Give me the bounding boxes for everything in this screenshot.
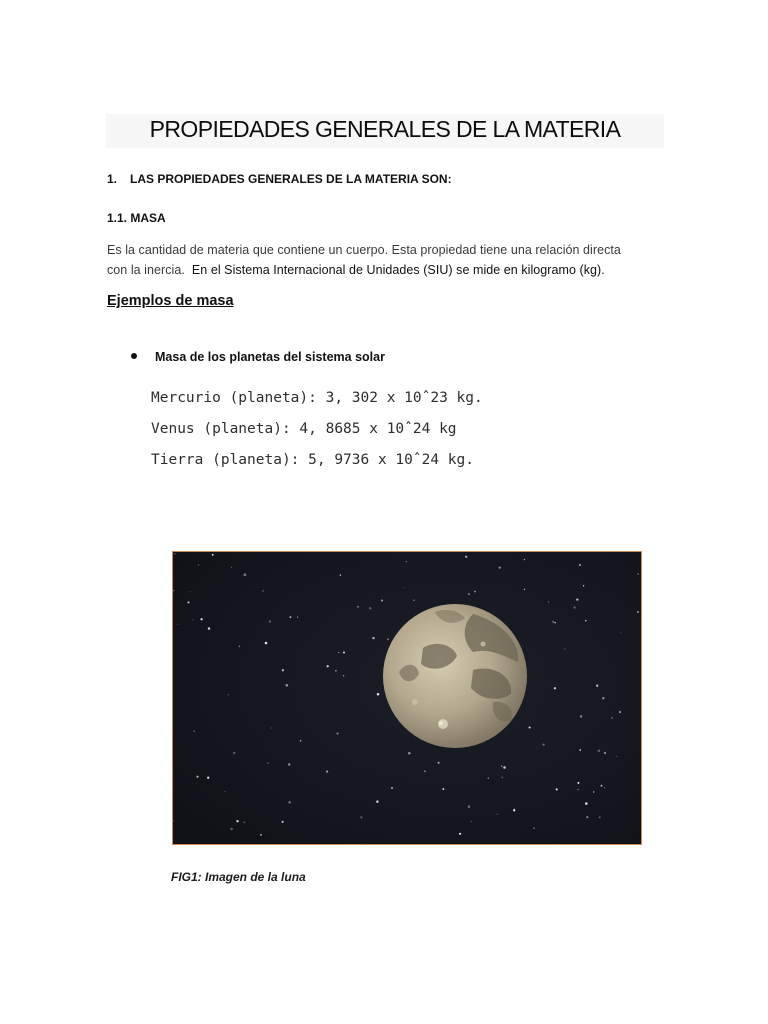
star [465, 556, 467, 558]
star [619, 711, 621, 713]
star [297, 617, 298, 618]
star [265, 642, 268, 645]
star [513, 809, 515, 811]
star [212, 554, 214, 556]
star [601, 785, 603, 787]
star [174, 553, 176, 555]
star [369, 607, 371, 609]
star [262, 590, 263, 591]
star [468, 593, 470, 595]
star [194, 731, 195, 732]
planet-mass-list [151, 383, 483, 476]
star [343, 652, 345, 654]
star [501, 765, 503, 767]
star [552, 621, 554, 623]
star [381, 600, 383, 602]
star [340, 574, 341, 575]
star [577, 789, 578, 790]
star [579, 564, 581, 566]
star [579, 749, 581, 751]
star [598, 750, 601, 753]
star [335, 670, 337, 672]
star [542, 743, 544, 745]
star [620, 632, 621, 633]
star [260, 834, 262, 836]
star [177, 624, 178, 625]
paragraph-line-2-start: con la inercia. [107, 263, 185, 277]
star [338, 652, 339, 653]
star [196, 776, 198, 778]
star [207, 777, 209, 779]
star [300, 740, 302, 742]
star [372, 637, 374, 639]
star [604, 787, 605, 788]
paragraph-line-1: Es la cantidad de materia que contiene un cuerpo. Esta propiedad tiene una relación directa [107, 243, 621, 257]
section-heading [107, 172, 452, 186]
star [596, 685, 598, 687]
star [225, 791, 226, 792]
star [637, 573, 639, 575]
subsection-heading: 1.1. MASA [107, 211, 166, 225]
star [236, 820, 238, 822]
star [387, 639, 388, 640]
star [604, 752, 606, 754]
paragraph-line-2 [107, 260, 667, 280]
star [326, 771, 328, 773]
star [438, 762, 440, 764]
star [524, 559, 525, 560]
star [230, 828, 233, 831]
star [442, 788, 444, 790]
star [269, 620, 271, 622]
star [267, 762, 268, 763]
star [533, 827, 535, 829]
star [556, 788, 558, 790]
star [524, 589, 525, 590]
mass-line-tierra: Tierra (planeta): 5, 9736 x 10ˆ24 kg. [151, 452, 475, 468]
star [231, 567, 232, 568]
star [243, 821, 245, 823]
star [233, 752, 235, 754]
star [192, 619, 193, 620]
star [611, 717, 612, 718]
star [554, 687, 556, 689]
star [497, 814, 498, 815]
star [514, 808, 515, 809]
star [637, 611, 639, 613]
star [459, 833, 461, 835]
section-number: 1. [107, 172, 118, 186]
star [408, 752, 411, 755]
star [586, 816, 588, 818]
star [271, 727, 272, 728]
star [474, 591, 476, 593]
star [376, 800, 379, 803]
star [616, 756, 617, 757]
star [343, 675, 344, 676]
star [574, 607, 576, 609]
star [406, 561, 407, 562]
star [602, 697, 604, 699]
star [593, 791, 594, 792]
mass-definition-paragraph [107, 240, 667, 280]
star [360, 816, 362, 818]
star [583, 585, 584, 586]
star [377, 693, 380, 696]
star [580, 715, 582, 717]
star [288, 763, 290, 765]
star [327, 665, 329, 667]
star [468, 805, 470, 807]
star [502, 777, 503, 778]
star [288, 801, 290, 803]
star [228, 695, 229, 696]
document-title: PROPIEDADES GENERALES DE LA MATERIA [149, 116, 621, 142]
star [357, 606, 359, 608]
star [554, 622, 555, 623]
star [404, 587, 405, 588]
star [548, 602, 549, 603]
mass-line-venus: Venus (planeta): 4, 8685 x 10ˆ24 kg [151, 421, 457, 437]
star [208, 627, 211, 630]
star [238, 645, 240, 647]
star [391, 787, 393, 789]
star [564, 648, 565, 649]
star [577, 782, 579, 784]
paragraph-line-2-end: En el Sistema Internacional de Unidades (SIU) se mide en kilogramo (kg). [191, 263, 605, 277]
moon-image [172, 551, 642, 845]
examples-heading: Ejemplos de masa [107, 293, 234, 309]
moon-night-sky [173, 552, 641, 844]
bullet-text: Masa de los planetas del sistema solar [155, 350, 385, 364]
star [488, 777, 490, 779]
star [413, 600, 415, 602]
star [585, 620, 586, 621]
star [585, 802, 588, 805]
star [244, 573, 247, 576]
star [529, 726, 531, 728]
star [286, 684, 289, 687]
star [289, 616, 291, 618]
bullet-dot-icon [131, 353, 137, 359]
mass-line-mercurio: Mercurio (planeta): 3, 302 x 10ˆ23 kg. [151, 390, 483, 406]
star [499, 567, 501, 569]
star [190, 591, 191, 592]
star [336, 732, 338, 734]
star [187, 601, 189, 603]
section-heading-text: LAS PROPIEDADES GENERALES DE LA MATERIA SON: [130, 172, 452, 186]
star [599, 816, 600, 817]
star [424, 770, 426, 772]
star [198, 565, 199, 566]
star [282, 669, 284, 671]
figure-caption: FIG1: Imagen de la luna [171, 870, 306, 884]
moon [383, 604, 527, 748]
star [576, 598, 578, 600]
bullet-item [131, 350, 385, 364]
star [200, 618, 202, 620]
star [503, 766, 506, 769]
star [471, 821, 472, 822]
star [282, 821, 284, 823]
